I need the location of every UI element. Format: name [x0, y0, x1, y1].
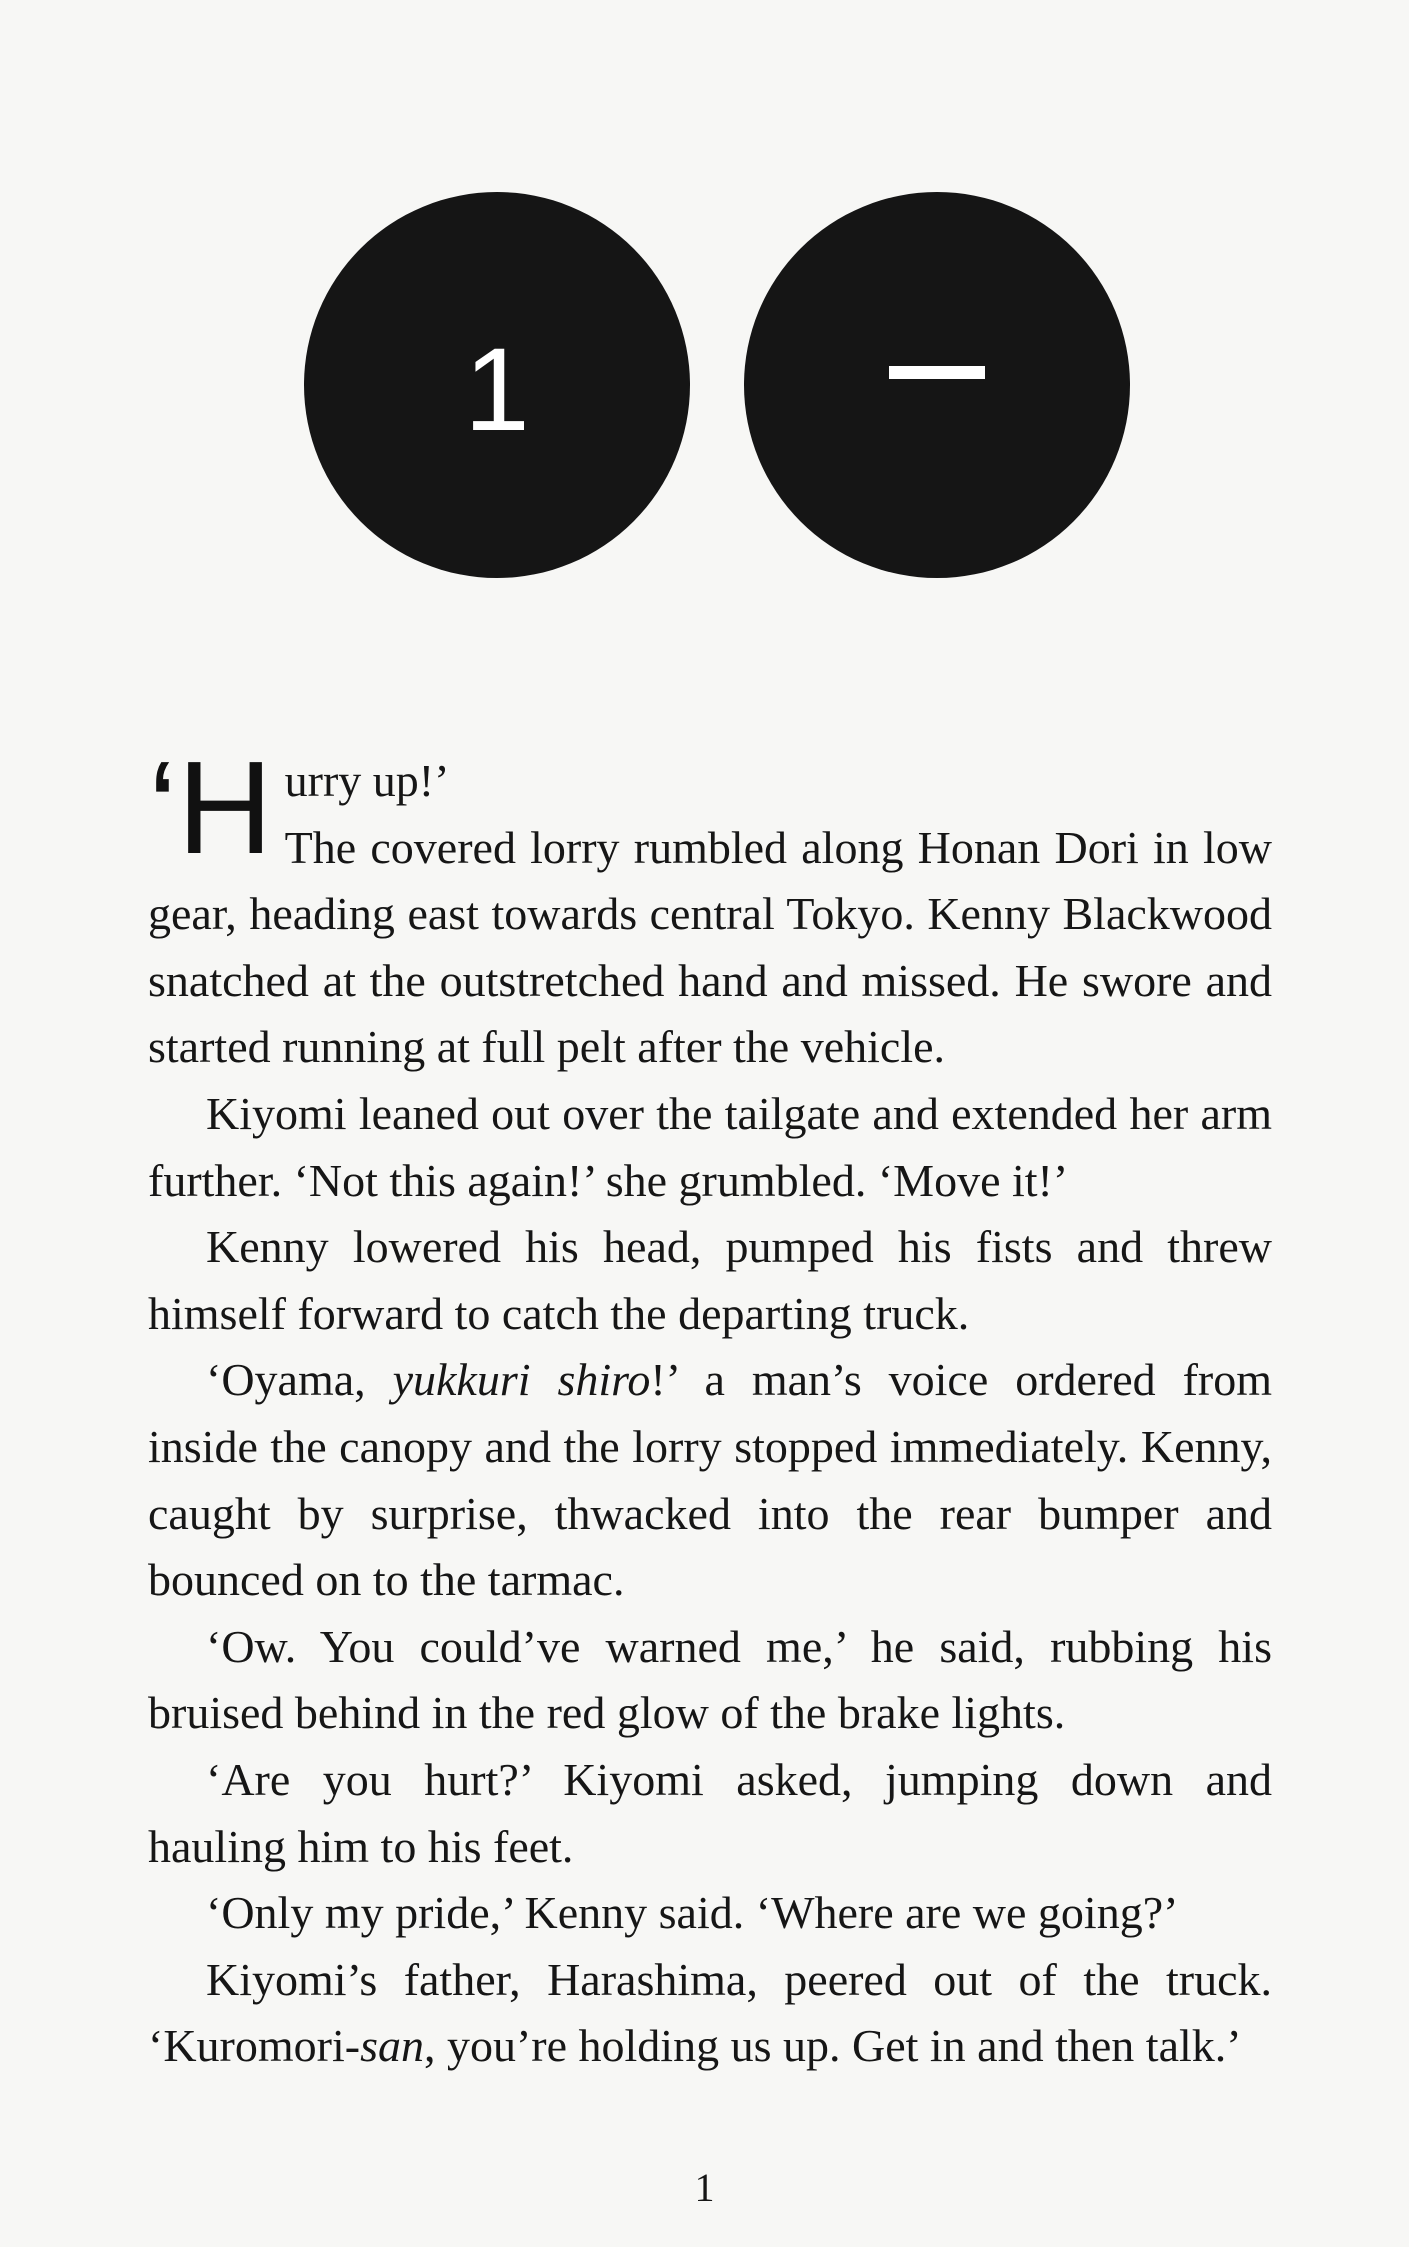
paragraph	[148, 1347, 1272, 1613]
paragraph	[148, 1614, 1272, 1747]
paragraph-text: ‘Are you hurt?’ Kiyomi asked, jumping down and hauling him to his feet.	[148, 1753, 1272, 1872]
paragraph	[148, 1214, 1272, 1347]
japanese-phrase: yukkuri shiro	[392, 1354, 651, 1406]
paragraph-text: !’ a man’s voice ordered from inside the canopy and the lorry stopped immediately. Kenny, caught by surprise, thwacked into the rear bumper and bounced on to the tarmac.	[148, 1354, 1273, 1606]
paragraph-text: ‘Only my pride,’ Kenny said. ‘Where are we going?’	[206, 1887, 1179, 1939]
drop-cap: ‘H	[148, 734, 273, 881]
paragraph	[148, 1081, 1272, 1214]
paragraph	[148, 1747, 1272, 1880]
paragraph-text: ‘Ow. You could’ve warned me,’ he said, rubbing his bruised behind in the red glow of the brake lights.	[148, 1620, 1272, 1739]
paragraph-text: The covered lorry rumbled along Honan Dori in low gear, heading east towards central Tokyo. Kenny Blackwood snatched at the outstretched hand and missed. He swore and started running at full pelt after the vehicle.	[148, 821, 1272, 1073]
paragraph-text: Kiyomi leaned out over the tailgate and extended her arm further. ‘Not this again!’ she grumbled. ‘Move it!’	[148, 1087, 1272, 1206]
chapter-body-text	[148, 734, 1273, 2080]
paragraph-text: Kenny lowered his head, pumped his fists and threw himself forward to catch the departing truck.	[148, 1221, 1272, 1339]
page-number: 1	[694, 2165, 715, 2210]
chapter-kanji-mark	[889, 366, 985, 379]
chapter-number-circle	[304, 192, 690, 578]
honorific: san	[360, 2020, 424, 2072]
paragraph-opening	[148, 734, 1272, 1081]
paragraph-text: Kiyomi’s father, Harashima, peered out of the truck. ‘Kuromori-	[148, 1953, 1272, 2072]
paragraph-text: , you’re holding us up. Get in and then talk.’	[423, 2020, 1242, 2072]
chapter-number: 1	[464, 324, 530, 456]
paragraph-text: ‘Oyama,	[206, 1354, 393, 1406]
paragraph-text: urry up!’	[284, 755, 450, 806]
chapter-kanji-circle	[744, 192, 1130, 578]
paragraph	[148, 1880, 1272, 1947]
paragraph	[148, 1947, 1272, 2080]
